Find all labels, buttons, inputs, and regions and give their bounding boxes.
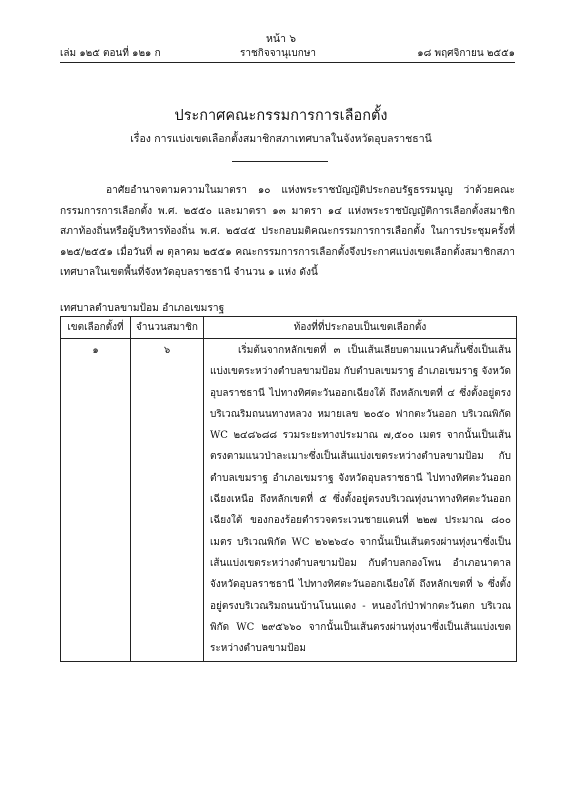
gazette-date: ๑๘ พฤศจิกายน ๒๕๕๑ (417, 48, 515, 59)
announcement-subject: เรื่อง การแบ่งเขตเลือกตั้งสมาชิกสภาเทศบาลในจังหวัดอุบลราชธานี (130, 133, 432, 145)
column-header-district: เขตเลือกตั้งที่ (61, 317, 131, 339)
member-count-cell: ๖ (131, 339, 204, 662)
column-header-members: จำนวนสมาชิก (131, 317, 204, 339)
gazette-name: ราชกิจจานุเบกษา (240, 48, 317, 59)
table-row (61, 339, 517, 662)
header-divider (60, 62, 515, 63)
column-header-area: ท้องที่ที่ประกอบเป็นเขตเลือกตั้ง (204, 317, 517, 339)
gazette-header (60, 46, 515, 62)
area-description-cell: เริ่มต้นจากหลักเขตที่ ๓ เป็นเส้นเลียบตามแนวคันกั้นซึ่งเป็นเส้นแบ่งเขตระหว่างตำบลขามป้อม กับตำบลเขมราฐ อำเภอเขมราฐ จังหวัดอุบลราชธานี ไปทางทิศตะวันออกเฉียงใต้ ถึงหลักเขตที่ ๔ ซึ่งตั้งอยู่ตรงบริเวณริมถนนทางหลวง หมายเลข ๒๐๕๐ ฟากตะวันออก บริเวณพิกัด WC ๒๔๘๖๘๘ รวมระยะทางประมาณ ๗,๕๐๐ เมตร จากนั้นเป็นเส้นตรงตามแนวป่าละเมาะซึ่งเป็นเส้นแบ่งเขตระหว่างตำบลขามป้อม กับตำบลเขมราฐ อำเภอเขมราฐ จังหวัดอุบลราชธานี ไปทางทิศตะวันออกเฉียงเหนือ ถึงหลักเขตที่ ๕ ซึ่งตั้งอยู่ตรงบริเวณทุ่งนาทางทิศตะวันออกเฉียงใต้ ของกองร้อยตำรวจตระเวนชายแดนที่ ๒๒๗ ประมาณ ๘๐๐ เมตร บริเวณพิกัด WC ๒๖๒๖๔๐ จากนั้นเป็นเส้นตรงผ่านทุ่งนาซึ่งเป็นเส้นแบ่งเขตระหว่างตำบลขามป้อม กับตำบลกองโพน อำเภอนาตาล จังหวัดอุบลราชธานี ไปทางทิศตะวันออกเฉียงใต้ ถึงหลักเขตที่ ๖ ซึ่งตั้งอยู่ตรงบริเวณริมถนนบ้านโนนแดง - หนองไก่ป่าฟากตะวันตก บริเวณพิกัด WC ๒๙๕๖๖๐ จากนั้นเป็นเส้นตรงผ่านทุ่งนาซึ่งเป็นเส้นแบ่งเขตระหว่างตำบลขามป้อม (204, 339, 517, 662)
volume-issue: เล่ม ๑๒๕ ตอนที่ ๑๒๑ ก (60, 48, 161, 59)
table-header-row (61, 317, 517, 339)
title-divider (232, 161, 328, 162)
municipality-label: เทศบาลตำบลขามป้อม อำเภอเขมราฐ (60, 303, 225, 314)
body-paragraph: อาศัยอำนาจตามความในมาตรา ๑๐ แห่งพระราชบัญญัติประกอบรัฐธรรมนูญ ว่าด้วยคณะกรรมการการเลือกตั้ง พ.ศ. ๒๕๕๐ และมาตรา ๑๓ มาตรา ๑๔ แห่งพระราชบัญญัติการเลือกตั้งสมาชิกสภาท้องถิ่นหรือผู้บริหารท้องถิ่น พ.ศ. ๒๕๔๕ ประกอบมติคณะกรรมการการเลือกตั้ง ในการประชุมครั้งที่ ๑๒๕/๒๕๕๑ เมื่อวันที่ ๗ ตุลาคม ๒๕๕๑ คณะกรรมการการเลือกตั้งจึงประกาศแบ่งเขตเลือกตั้งสมาชิกสภาเทศบาลในเขตพื้นที่จังหวัดอุบลราชธานี จำนวน ๑ แห่ง ดังนี้ (60, 185, 515, 278)
district-table (60, 316, 517, 662)
page-number: หน้า ๖ (266, 33, 296, 45)
announcement-title: ประกาศคณะกรรมการการเลือกตั้ง (174, 108, 388, 124)
district-number-cell: ๑ (61, 339, 131, 662)
